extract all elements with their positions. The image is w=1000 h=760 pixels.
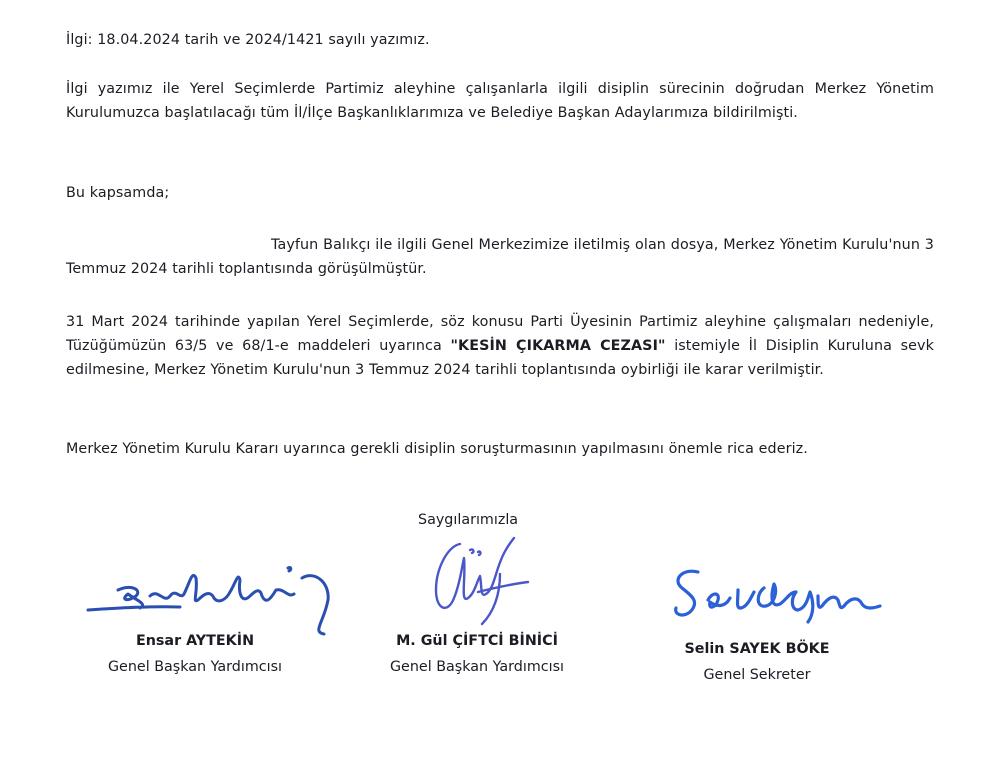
signature-stroke <box>88 575 328 634</box>
signatory-title: Genel Başkan Yardımcısı <box>389 659 565 675</box>
signature-stroke-dot <box>470 549 481 555</box>
paragraph-file-text: Tayfun Balıkçı ile ilgili Genel Merkezimize iletilmiş olan dosya, Merkez Yönetim Kurulu'nun 3 Temmuz 2024 tarihli toplantısında görüşülmüştür. <box>66 237 934 277</box>
signature-stroke <box>436 538 528 624</box>
reference-line: İlgi: 18.04.2024 tarih ve 2024/1421 sayılı yazımız. <box>66 32 430 48</box>
decision-text-start: 31 Mart 2024 tarihinde yapılan Yerel Seçimlerde, söz konusu Parti Üyesinin Partimiz aleyhine çalışmaları nedeniyle, Tüzüğümüzün 63/5 ve 68/1-e maddeleri uyarınca <box>66 314 934 354</box>
signatory-name: Selin SAYEK BÖKE <box>684 641 830 657</box>
signatory-name: Ensar AYTEKİN <box>135 633 255 649</box>
closing-line: Saygılarımızla <box>418 512 519 528</box>
signature-stroke <box>676 571 880 622</box>
penalty-emphasis: "KESİN ÇIKARMA CEZASI" <box>450 338 666 354</box>
paragraph-request: Merkez Yönetim Kurulu Kararı uyarınca gerekli disiplin soruşturmasının yapılmasını önemle rica ederiz. <box>66 441 808 457</box>
paragraph-intro: İlgi yazımız ile Yerel Seçimlerde Partimiz aleyhine çalışanlarla ilgili disiplin sürecinin doğrudan Merkez Yönetim Kurulumuzca başlatılacağı tüm İl/İlçe Başkanlıklarımıza ve Belediye Başkan Adaylarımıza bildirilmişti. <box>66 81 934 121</box>
paragraph-scope: Bu kapsamda; <box>66 185 170 201</box>
signatory-title: Genel Sekreter <box>703 667 811 683</box>
signatory-title: Genel Başkan Yardımcısı <box>107 659 283 675</box>
paragraph-file <box>66 233 934 281</box>
signatory-name: M. Gül ÇİFTCİ BİNİCİ <box>396 633 558 649</box>
paragraph-decision <box>66 310 934 382</box>
signature-selin-sayek-boke <box>668 562 898 632</box>
signature-stroke-dot <box>288 567 291 571</box>
signatory-2 <box>352 628 602 680</box>
signatory-1 <box>70 628 320 680</box>
decision-text-end: istemiyle İl Disiplin Kuruluna sevk edilmesine, Merkez Yönetim Kurulu'nun 3 Temmuz 2024 tarihli toplantısında oybirliği ile karar verilmiştir. <box>66 338 934 378</box>
signatory-3 <box>632 636 882 688</box>
